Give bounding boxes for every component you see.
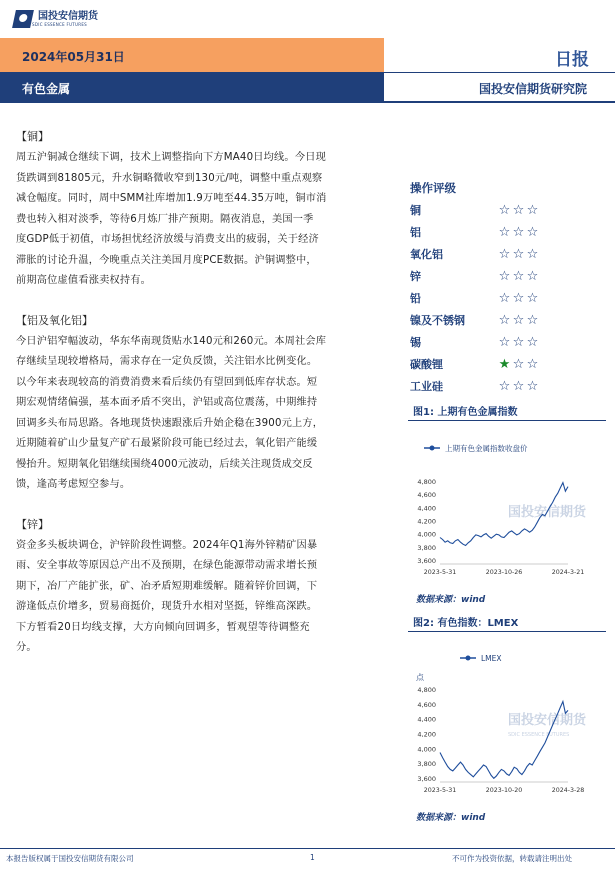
paragraph-line: 游逢低点价增多，贸易商挺价，现货升水相对坚挺，锌维高深跌。	[16, 601, 318, 612]
logo-icon	[12, 10, 34, 28]
report-date: 2024年05月31日	[22, 50, 125, 64]
figure-2-source: 数据来源：wind	[416, 813, 486, 823]
section-paragraph	[16, 148, 388, 292]
section-paragraph	[16, 332, 388, 496]
star-empty-icon: ☆	[512, 379, 525, 394]
paragraph-line: 分。	[16, 642, 37, 653]
rating-name: 锡	[410, 336, 421, 349]
star-empty-icon: ☆	[526, 269, 539, 284]
rating-title: 操作评级	[410, 181, 456, 195]
x-tick-label: 2023-10-26	[485, 569, 523, 576]
figure-1-rule	[408, 420, 606, 421]
chart-legend	[424, 443, 528, 453]
rating-row	[410, 288, 606, 310]
header-divider	[384, 72, 615, 73]
star-empty-icon: ☆	[512, 313, 525, 328]
star-empty-icon: ☆	[512, 269, 525, 284]
star-empty-icon: ☆	[512, 203, 525, 218]
paragraph-line: 货跌调到81805元，升水铜略微收窄到130元/吨，调整中重点观察	[16, 172, 323, 184]
legend-marker-icon	[466, 656, 471, 661]
y-tick-label: 3,600	[417, 557, 436, 566]
rating-row	[410, 354, 606, 376]
rating-stars	[498, 266, 539, 288]
watermark-sub: SDIC ESSENCE FUTURES	[508, 732, 570, 738]
figure-1-chart	[408, 436, 608, 586]
y-tick-label: 4,200	[417, 730, 436, 739]
paragraph-line: 资金多头板块调仓，沪锌阶段性调整。2024年Q1海外锌精矿因暴	[16, 539, 318, 551]
y-tick-label: 4,200	[417, 517, 436, 526]
star-empty-icon: ☆	[512, 291, 525, 306]
star-empty-icon: ☆	[498, 291, 511, 306]
footer-copyright: 本报告版权属于国投安信期货有限公司	[6, 854, 134, 863]
company-logo	[14, 10, 98, 28]
star-empty-icon: ☆	[526, 335, 539, 350]
star-empty-icon: ☆	[498, 203, 511, 218]
rating-stars	[498, 222, 539, 244]
logo-text: 国投安信期货	[38, 11, 98, 22]
rating-panel	[410, 176, 606, 398]
logo-subtext: SDIC ESSENCE FUTURES	[32, 22, 88, 27]
paragraph-line: 周五沪铜减仓继续下调，技术上调整指向下方MA40日均线。今日现	[16, 152, 326, 163]
section-heading: 【锌】	[16, 517, 49, 531]
y-tick-label: 4,000	[417, 530, 436, 539]
legend-marker-icon	[430, 446, 435, 451]
paragraph-line: 馈，逢高考虑短空参与。	[16, 479, 131, 490]
rating-stars	[498, 310, 539, 332]
figure-2-title: 图2: 有色指数：LMEX	[413, 618, 519, 629]
footer-disclaimer: 不可作为投资依据，转载请注明出处	[452, 854, 572, 863]
paragraph-line: 存继续呈现较增格局，需求存在一定负反馈，关注铝水比例变化。	[16, 356, 318, 367]
paragraph-line: 以今年来表现较高的消费消费来看后续仍有望回到低库存状态。短	[16, 376, 318, 388]
star-empty-icon: ☆	[526, 203, 539, 218]
x-tick-label: 2023-5-31	[423, 569, 457, 576]
rating-name: 氧化铝	[410, 248, 443, 261]
watermark: 国投安信期货	[508, 713, 587, 728]
paragraph-line: 下方暂看20日均线支撑，大方向倾向回调多，暂观望等待调整充	[16, 621, 310, 633]
footer-rule	[0, 848, 615, 849]
star-empty-icon: ☆	[526, 313, 539, 328]
star-empty-icon: ☆	[498, 225, 511, 240]
star-empty-icon: ☆	[512, 335, 525, 350]
legend-label: 上期有色金属指数收盘价	[445, 444, 528, 453]
rating-name: 碳酸锂	[410, 358, 443, 371]
y-tick-label: 3,800	[417, 760, 436, 769]
paragraph-line: 度GDP低于初值，市场担忧经济放缓与消费支出的疲弱，关于经济	[16, 234, 319, 245]
star-empty-icon: ☆	[498, 269, 511, 284]
paragraph-line: 雨、安全事故等原因总产出不及预期，在绿色能源带动需求增长预	[16, 560, 318, 571]
section-heading: 【铝及氧化铝】	[16, 313, 93, 327]
department-name: 国投安信期货研究院	[478, 82, 587, 96]
y-tick-label: 4,800	[417, 477, 436, 486]
x-tick-label: 2023-10-20	[485, 787, 523, 794]
paragraph-line: 慢抬升。短期氧化铝继续围绕4000元波动，后续关注现货成交反	[16, 458, 313, 470]
star-empty-icon: ☆	[498, 247, 511, 262]
chart-svg	[408, 646, 608, 804]
paragraph-line: 近期随着矿山少量复产矿石最紧阶段可能已经过去，氧化铝产能缓	[16, 438, 318, 449]
paragraph-line: 期下，冶厂产能扩张，矿、冶矛盾短期难缓解。随着锌价回调，下	[16, 580, 318, 592]
legend-label: LMEX	[481, 654, 502, 663]
section-heading: 【铜】	[16, 130, 49, 143]
y-tick-label: 4,000	[417, 745, 436, 754]
figure-2-rule	[408, 631, 606, 632]
chart-svg	[408, 436, 608, 586]
rating-stars	[498, 376, 539, 398]
section-paragraph	[16, 536, 388, 659]
axis-unit: 点	[416, 673, 424, 682]
chart-legend	[460, 654, 502, 663]
commentary	[16, 126, 388, 659]
rating-row	[410, 266, 606, 288]
y-tick-label: 4,800	[417, 686, 436, 695]
paragraph-line: 回调多头布局思路。各地现货快速跟涨后升始企稳在3900元上方，	[16, 417, 324, 429]
rating-stars	[498, 332, 539, 354]
star-empty-icon: ☆	[498, 379, 511, 394]
x-tick-label: 2024-3-28	[551, 787, 585, 794]
sector-band	[0, 72, 384, 102]
rating-row	[410, 310, 606, 332]
paragraph-line: 前期高位虚值看涨卖权持有。	[16, 275, 152, 286]
rating-name: 铝	[410, 226, 421, 239]
paragraph-line: 减仓幅度。同时，周中SMM社库增加1.9万吨至44.35万吨，铜市消	[16, 193, 327, 204]
rating-stars	[498, 354, 539, 376]
figure-2-chart	[408, 646, 608, 804]
y-tick-label: 4,400	[417, 504, 436, 513]
figure-1-title: 图1: 上期有色金属指数	[413, 407, 518, 418]
section-aluminium	[16, 310, 388, 496]
rating-name: 铅	[410, 292, 421, 305]
rating-row	[410, 244, 606, 266]
y-tick-label: 4,600	[417, 491, 436, 500]
paragraph-line: 期宏观情绪偏强，基本面矛盾不突出，沪铝或高位震荡，中期维持	[16, 397, 318, 408]
watermark: 国投安信期货	[508, 505, 587, 520]
rating-row	[410, 332, 606, 354]
star-empty-icon: ☆	[526, 357, 539, 372]
y-tick-label: 3,600	[417, 774, 436, 783]
y-tick-label: 4,400	[417, 715, 436, 724]
star-empty-icon: ☆	[526, 379, 539, 394]
rating-row	[410, 376, 606, 398]
star-filled-icon: ★	[498, 357, 511, 372]
rating-row	[410, 222, 606, 244]
rating-name: 镍及不锈钢	[410, 314, 465, 327]
rating-row	[410, 200, 606, 222]
section-copper	[16, 126, 388, 292]
rating-name: 锌	[410, 270, 421, 283]
star-empty-icon: ☆	[512, 357, 525, 372]
y-tick-label: 4,600	[417, 700, 436, 709]
rating-list	[410, 200, 606, 398]
x-tick-label: 2023-5-31	[423, 787, 457, 794]
star-empty-icon: ☆	[526, 247, 539, 262]
paragraph-line: 今日沪铝窄幅波动，华东华南现货贴水140元和260元。本周社会库	[16, 335, 327, 347]
figure-1-source: 数据来源：wind	[416, 595, 486, 605]
star-empty-icon: ☆	[498, 335, 511, 350]
page-number: 1	[310, 853, 315, 862]
rating-stars	[498, 288, 539, 310]
star-empty-icon: ☆	[526, 225, 539, 240]
section-zinc	[16, 514, 388, 659]
paragraph-line: 滞胀的讨论升温，今晚重点关注美国月度PCE数据。沪铜调整中，	[16, 254, 317, 266]
report-type: 日报	[555, 50, 589, 70]
sector-title: 有色金属	[22, 82, 71, 96]
rating-stars	[498, 244, 539, 266]
y-tick-label: 3,800	[417, 543, 436, 552]
star-empty-icon: ☆	[512, 225, 525, 240]
rating-name: 工业硅	[410, 380, 443, 393]
header-rule	[0, 101, 615, 103]
rating-name: 铜	[410, 204, 421, 217]
paragraph-line: 费也转入相对淡季，等待6月炼厂排产预期。隔夜消息，美国一季	[16, 213, 314, 225]
x-tick-label: 2024-3-21	[551, 569, 585, 576]
star-empty-icon: ☆	[498, 313, 511, 328]
date-band	[0, 38, 384, 72]
star-empty-icon: ☆	[512, 247, 525, 262]
star-empty-icon: ☆	[526, 291, 539, 306]
rating-stars	[498, 200, 539, 222]
